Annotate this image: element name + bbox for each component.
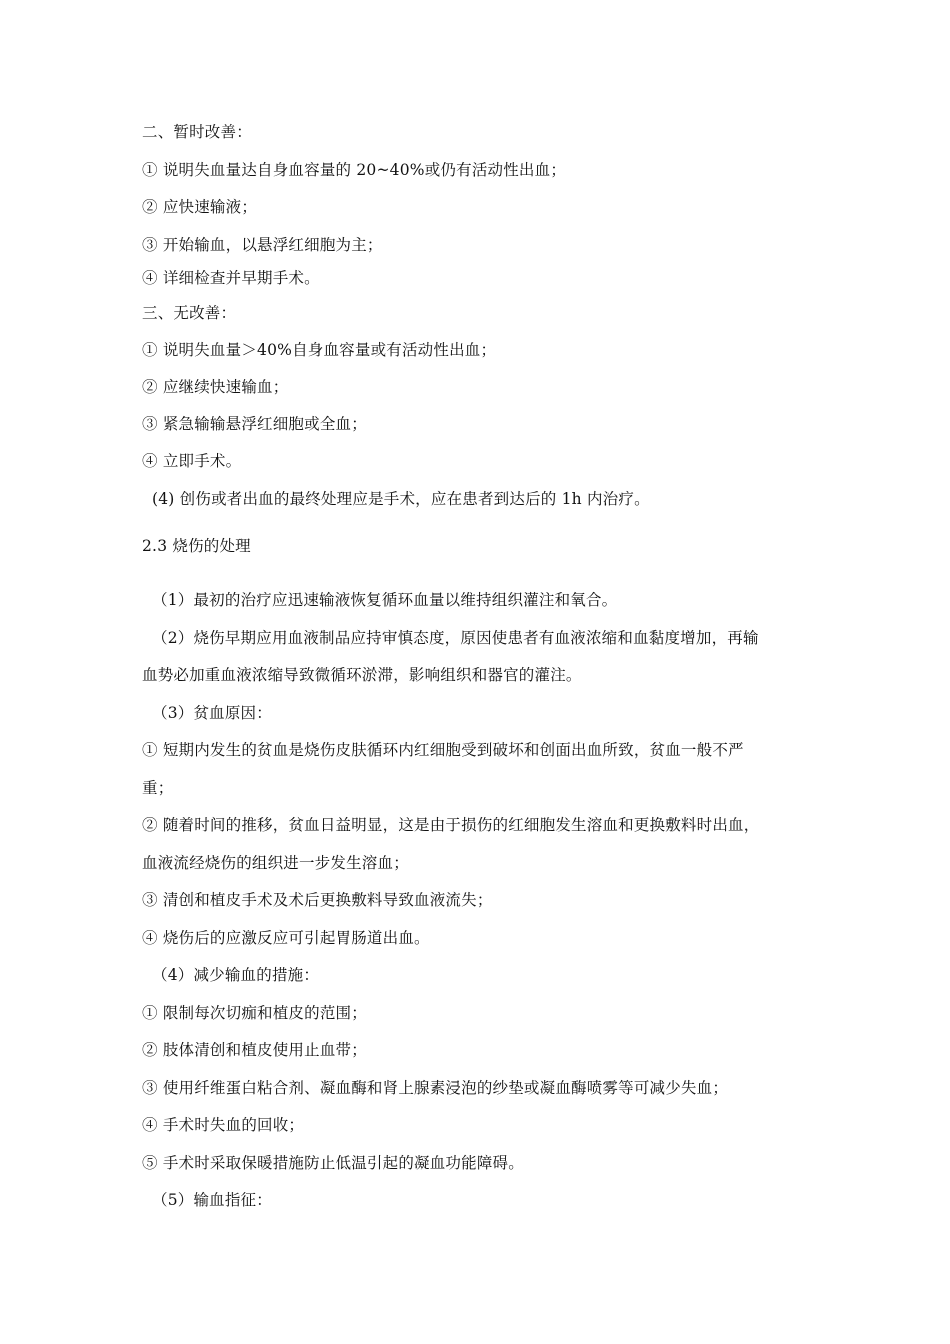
list-item: ② 肢体清创和植皮使用止血带； [142,1041,367,1059]
list-item: ④ 详细检查并早期手术。 [142,269,320,287]
list-item-continuation: 血液流经烧伤的组织进一步发生溶血； [142,854,409,872]
list-item: ① 说明失血量达自身血容量的 20~40%或仍有活动性出血； [142,161,567,179]
list-item: ④ 烧伤后的应激反应可引起胃肠道出血。 [142,929,430,947]
list-item: ④ 手术时失血的回收； [142,1116,305,1134]
paragraph: （1）最初的治疗应迅速输液恢复循环血量以维持组织灌注和氧合。 [152,591,618,609]
section-heading-no-improvement: 三、无改善： [142,304,237,322]
list-item: ② 随着时间的推移，贫血日益明显，这是由于损伤的红细胞发生溶血和更换敷料时出血， [142,816,760,834]
list-item: ① 限制每次切痂和植皮的范围； [142,1004,367,1022]
section-heading-temporary-improvement: 二、暂时改善： [142,123,252,141]
list-item: ③ 使用纤维蛋白粘合剂、凝血酶和肾上腺素浸泡的纱垫或凝血酶喷雾等可减少失血； [142,1079,729,1097]
section-heading-burns: 2.3 烧伤的处理 [142,537,251,555]
list-item: ③ 紧急输输悬浮红细胞或全血； [142,415,367,433]
subheading: （4）减少输血的措施： [152,966,320,984]
paragraph: （2）烧伤早期应用血液制品应持审慎态度，原因使患者有血液浓缩和血黏度增加，再输 [152,629,759,647]
paragraph-continuation: 血势必加重血液浓缩导致微循环淤滞，影响组织和器官的灌注。 [142,666,582,684]
subheading: （3）贫血原因： [152,704,272,722]
list-item: ① 短期内发生的贫血是烧伤皮肤循环内红细胞受到破坏和创面出血所致，贫血一般不严 [142,741,744,759]
list-item: ③ 清创和植皮手术及术后更换敷料导致血液流失； [142,891,493,909]
list-item: ③ 开始输血，以悬浮红细胞为主； [142,236,383,254]
list-item-continuation: 重； [142,779,174,797]
list-item: ⑤ 手术时采取保暖措施防止低温引起的凝血功能障碍。 [142,1154,524,1172]
paragraph: (4) 创伤或者出血的最终处理应是手术，应在患者到达后的 1h 内治疗。 [152,490,650,508]
list-item: ④ 立即手术。 [142,452,242,470]
list-item: ① 说明失血量＞40%自身血容量或有活动性出血； [142,341,497,359]
list-item: ② 应快速输液； [142,198,258,216]
subheading: （5）输血指征： [152,1191,272,1209]
list-item: ② 应继续快速输血； [142,378,289,396]
